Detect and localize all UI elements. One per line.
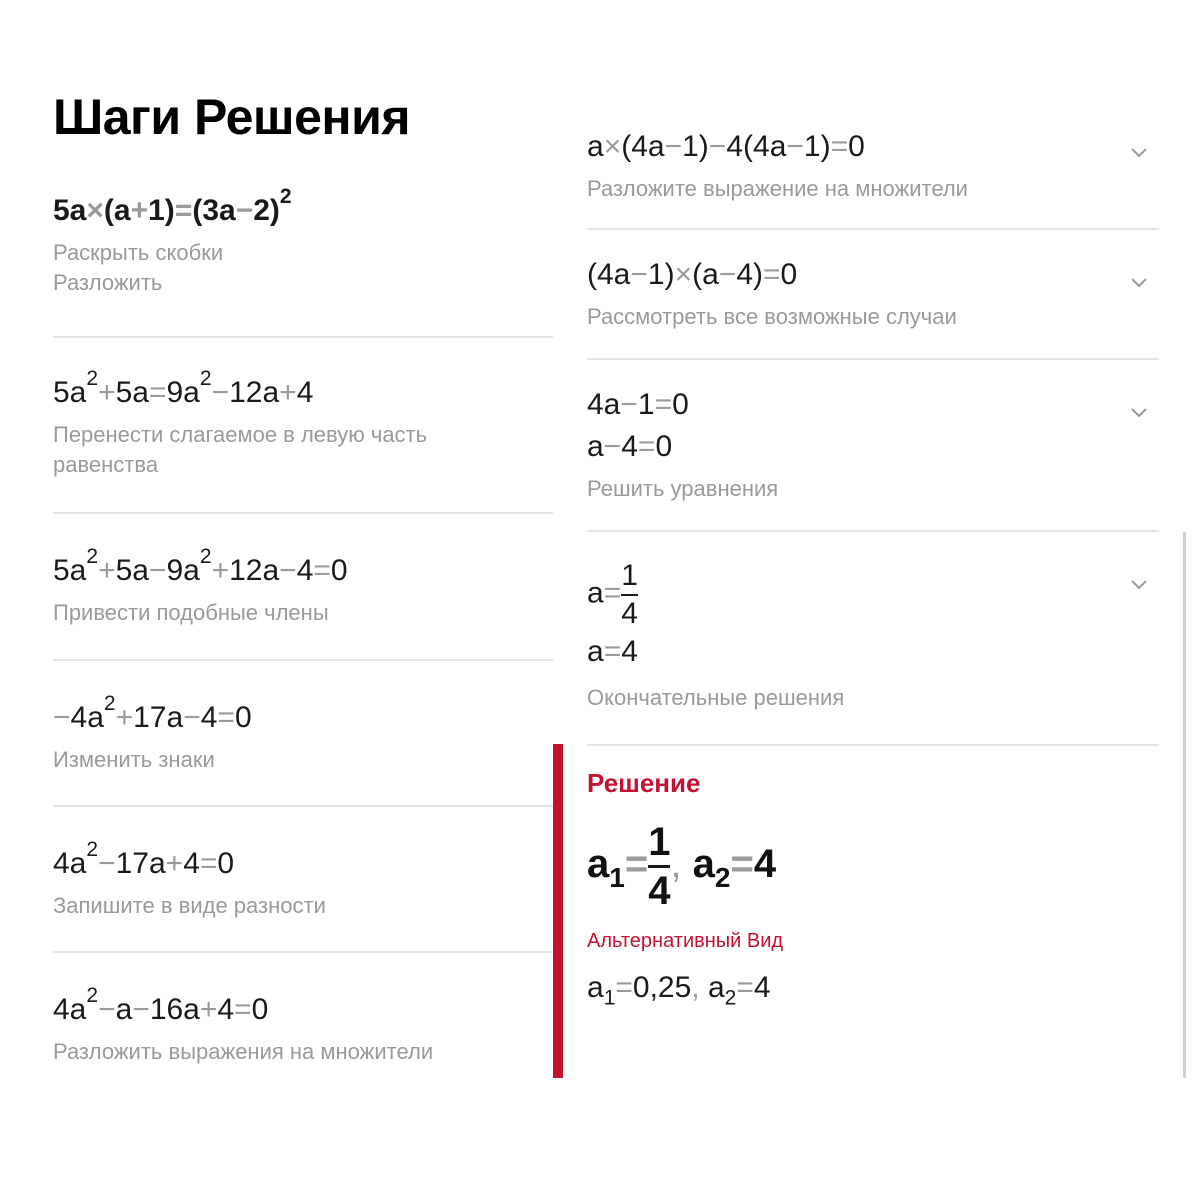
step-description: Раскрыть скобки Разложить	[53, 240, 224, 295]
step-description: Разложите выражение на множители	[587, 176, 968, 201]
step-expression: $5a^2+5a-9a^2+12a-4=0$	[53, 545, 348, 587]
step-expression: $-4a^2+17a-4=0$	[53, 692, 252, 734]
step-5[interactable]	[53, 807, 553, 953]
solution-accent-bar	[553, 744, 563, 1078]
step-2[interactable]	[53, 338, 553, 514]
fraction: $\frac{1}{4}$	[648, 820, 671, 913]
solution-section	[587, 768, 1147, 1010]
step-4[interactable]	[53, 661, 553, 807]
step-description: Изменить знаки	[53, 747, 215, 772]
step-8[interactable]	[587, 230, 1159, 360]
solution-title: Решение	[587, 768, 701, 798]
step-10[interactable]	[587, 532, 1159, 746]
step-expression: a=4	[587, 635, 638, 668]
step-expression: a×(4a−1)−4(4a−1)=0	[587, 130, 865, 163]
step-6[interactable]	[53, 953, 553, 1079]
step-expression: $4a^2-17a+4=0$	[53, 838, 235, 880]
step-description: Перенести слагаемое в левую часть равенства	[53, 422, 428, 477]
step-description: Запишите в виде разности	[53, 893, 326, 918]
solution-expression: $a_1=$ $\frac{1}{4}$ , $a_2=4$	[587, 820, 777, 913]
step-7[interactable]	[587, 112, 1159, 230]
step-description: Решить уравнения	[587, 476, 779, 501]
alternative-form-expression: $a_1=0,25$, $a_2=4$	[587, 971, 771, 1010]
chevron-down-icon[interactable]	[1129, 272, 1149, 292]
step-expression: $5a^2+5a=9a^2-12a+4$	[53, 367, 314, 409]
steps-left-column	[53, 170, 553, 1079]
step-description: Окончательные решения	[587, 685, 845, 710]
alternative-form-title[interactable]: Альтернативный Вид	[587, 930, 784, 952]
step-description: Привести подобные члены	[53, 600, 329, 625]
step-expression: $4a^2-a-16a+4=0$	[53, 984, 269, 1026]
step-expression: 4a−1=0	[587, 388, 689, 421]
chevron-down-icon[interactable]	[1129, 142, 1149, 162]
fraction: $\frac{1}{4}$	[621, 559, 638, 630]
step-9[interactable]	[587, 360, 1159, 532]
page-title: Шаги Решения	[53, 89, 411, 145]
step-expression: $5a\times(a+1)=(3a-2)^2$	[53, 185, 292, 227]
step-description: Разложить выражения на множители	[53, 1039, 434, 1064]
step-description: Рассмотреть все возможные случаи	[587, 304, 957, 329]
chevron-down-icon[interactable]	[1129, 402, 1149, 422]
step-expression: a= $\frac{1}{4}$	[587, 559, 638, 630]
chevron-down-icon[interactable]	[1129, 574, 1149, 594]
step-3[interactable]	[53, 514, 553, 661]
step-1[interactable]	[53, 170, 553, 338]
step-expression: a−4=0	[587, 430, 673, 463]
step-expression: (4a−1)×(a−4)=0	[587, 258, 798, 291]
scrollbar[interactable]	[1183, 532, 1186, 1078]
steps-right-column	[587, 112, 1159, 746]
